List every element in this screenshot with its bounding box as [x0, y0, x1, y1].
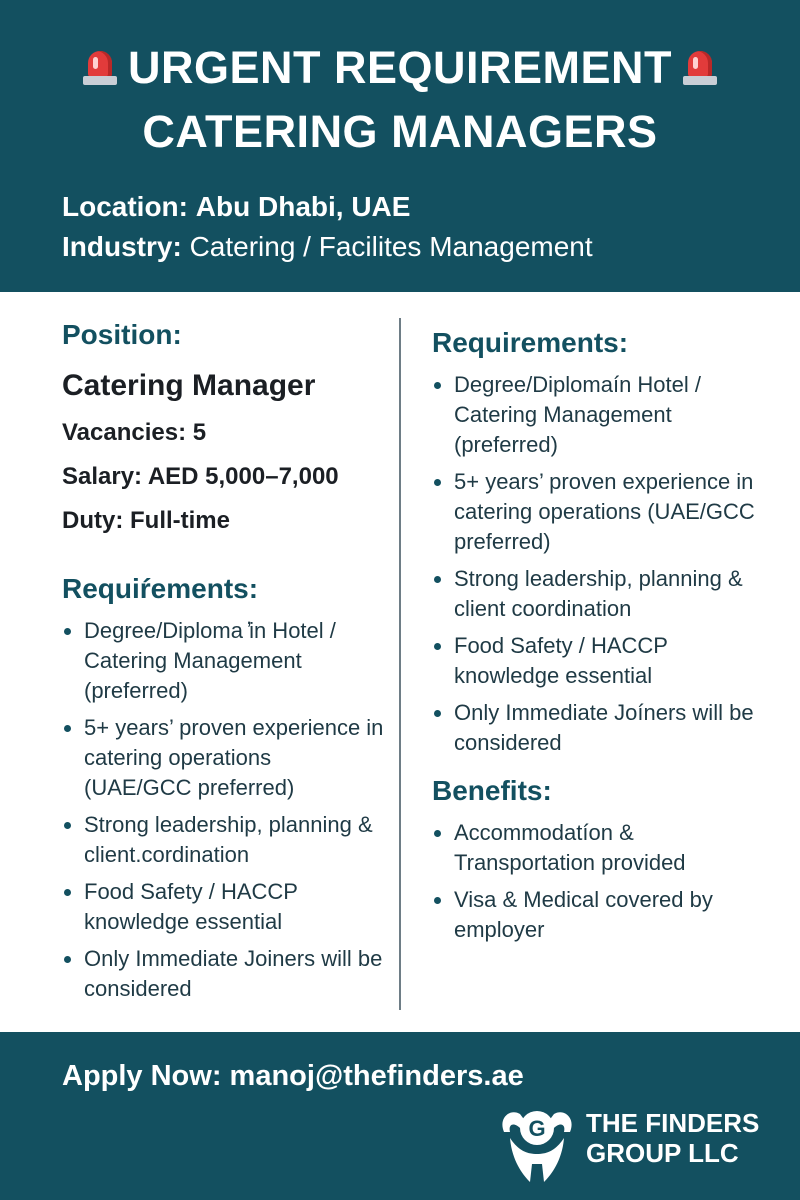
vacancies: Vacancies: 5 [62, 419, 207, 446]
list-item: Only Immediate Joiners will be considered [62, 944, 384, 1004]
list-item: Food Safety / HACCP knowledge essential [432, 631, 772, 691]
column-divider [399, 318, 401, 1010]
finders-logo-icon [496, 1102, 578, 1184]
list-item: Accommodatíon & Transportation provided [432, 818, 772, 878]
position-heading: Position: [62, 319, 182, 350]
industry-line [62, 230, 593, 264]
list-item: Food Safety / HACCP knowledge essential [62, 877, 384, 937]
industry-label: Industry: [62, 231, 182, 262]
logo-letter: G [528, 1116, 546, 1141]
salary: Salary: AED 5,000–7,000 [62, 463, 339, 490]
industry-value: Catering / Facilites Management [189, 231, 593, 262]
police-light-icon [682, 47, 718, 87]
footer-banner [0, 1032, 800, 1200]
list-item: Degree/Diplomaín Hotel / Catering Management (preferred) [432, 370, 772, 460]
position-title: Catering Manager [62, 369, 316, 402]
location-label: Location: [62, 191, 188, 222]
police-light-icon [82, 47, 118, 87]
header-banner [0, 0, 800, 292]
right-requirements-heading: Requirements: [432, 327, 629, 358]
company-name-line-1: THE FINDERS [586, 1108, 760, 1138]
title-line-2: CATERING MANAGERS [142, 106, 658, 157]
left-requirements-list [62, 616, 384, 1004]
list-item: Only Immediate Joíners will be considered [432, 698, 772, 758]
left-column [62, 318, 384, 1011]
list-item: Degree/Diploma ̓in Hotel / Catering Management (preferred) [62, 616, 384, 706]
duty: Duty: Full-time [62, 507, 230, 534]
company-name [586, 1108, 759, 1168]
list-item: 5+ years’ proven experience in catering operations (UAE/GCC preferred) [432, 467, 772, 557]
apply-email[interactable]: Apply Now: manoj@thefinders.ae [62, 1060, 524, 1092]
right-requirements-list [432, 370, 772, 758]
left-requirements-heading: Requiŕements: [62, 573, 259, 604]
list-item: Strong leadership, planning & client coordination [432, 564, 772, 624]
location-value: Abu Dhabi, UAE [195, 191, 411, 222]
company-name-line-2: GROUP LLC [586, 1138, 739, 1168]
list-item: 5+ years’ proven experience in catering operations (UAE/GCC preferred) [62, 713, 384, 803]
benefits-list [432, 818, 772, 945]
list-item: Strong leadership, planning & client.cordination [62, 810, 384, 870]
title-text-1: URGENT REQUIREMENT [127, 42, 672, 93]
list-item: Visa & Medical covered by employer [432, 885, 772, 945]
right-column [432, 318, 772, 952]
location-line [62, 190, 410, 224]
title-line-1 [0, 42, 800, 94]
benefits-heading: Benefits: [432, 775, 552, 806]
